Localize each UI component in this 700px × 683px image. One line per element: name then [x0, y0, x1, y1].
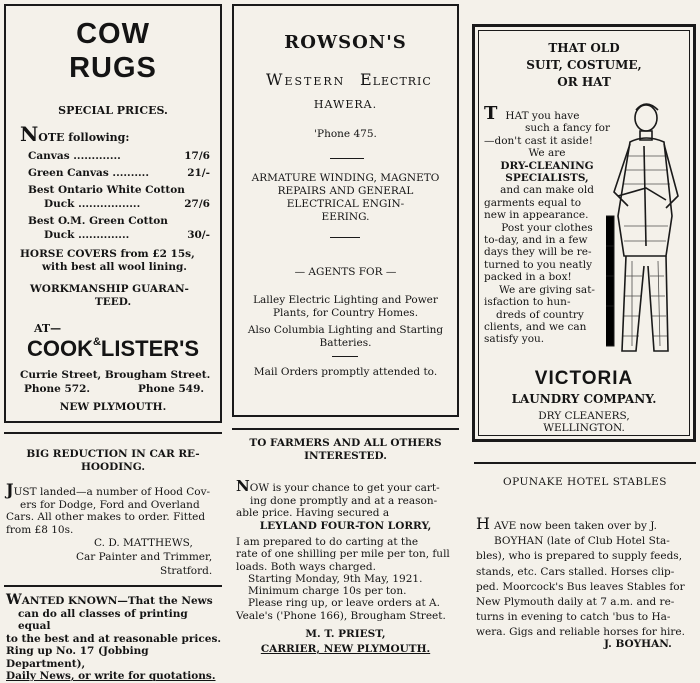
lalley-plants: Lalley Electric Lighting and Power Plants, for Country Homes. [253, 294, 438, 319]
rowsons-title: ROWSON'S [284, 32, 407, 53]
victoria-town: WELLINGTON. [543, 422, 625, 434]
car-hood-heading1: BIG REDUCTION IN CAR RE- [26, 448, 200, 460]
rowsons-phone: 'Phone 475. [314, 128, 377, 140]
ad-top-rule [4, 585, 222, 587]
horse-dropcap: H [20, 248, 30, 260]
western-electric: WESTERN [266, 70, 346, 89]
victoria-body: THAT you have such a fancy for —don't cast it aside! We are DRY-CLEANING SPECIALISTS, and can make old garments equal to new in appearance. Post your clothes to-day, and in a few days they will be re- turned to you neatly packed in a box! We are giving sat- isfaction to hun- dreds of country clients, and we can satisfy you. [484, 103, 610, 346]
opunake-dropcap: H [476, 514, 490, 533]
price-list [28, 150, 210, 246]
farmers-body: I am prepared to do carting at the rate of one shilling per mile per ton, full loads. Both ways charged. Starting Monday, 9th May, 1921. Minimum charge 10s per ton. Please ring up, or leave orders at A. Veale's ('Phone 166), Brougham Street. [236, 536, 450, 622]
street-address: Currie Street, Brougham Street. [20, 369, 211, 381]
cow-rugs-title-line1: COW [76, 18, 150, 50]
cook-lister-firm: COOK&LISTER'S [26, 336, 200, 361]
victoria-first-line: THAT you have [484, 103, 580, 124]
farmers-heading1: TO FARMERS AND ALL OTHERS [249, 437, 442, 449]
priest-name: M. T. PRIEST, [305, 628, 386, 640]
victoria-trade: DRY CLEANERS, [538, 410, 630, 422]
cow-rugs-subtitle: SPECIAL PRICES. [58, 104, 168, 117]
rowsons-services: ARMATURE WINDING, MAGNETO REPAIRS AND GENERAL ELECTRICAL ENGIN- EERING. [251, 172, 440, 223]
price-row: Canvas ............. 17/6 [28, 150, 210, 162]
ad-top-rule [4, 432, 222, 434]
boyhan-signature: J. BOYHAN. [604, 638, 672, 650]
columbia-batteries: Also Columbia Lighting and Starting Batteries. [247, 324, 444, 349]
price-row: Best O.M. Green Cotton [28, 215, 168, 227]
farmers-heading2: INTERESTED. [304, 450, 387, 462]
mail-orders: Mail Orders promptly attended to. [253, 366, 438, 378]
victoria-headline: THAT OLD SUIT, COSTUME, OR HAT [526, 41, 642, 89]
phone-b: Phone 549. [138, 383, 205, 395]
car-hood-heading2: HOODING. [80, 461, 146, 473]
phone-a: Phone 572. [24, 383, 91, 395]
at-label: AT— [34, 322, 62, 335]
farmers-intro: NOW is your chance to get your cart- ing done promptly and at a reason- able price. Having secured a [236, 477, 440, 519]
price-row: Best Ontario White Cotton [28, 184, 185, 196]
note-dropcap: N [20, 122, 39, 146]
agents-for: — AGENTS FOR — [294, 266, 397, 278]
wanted-dropcap: W [6, 592, 22, 608]
price-row: Duck ................. 27/6 [44, 198, 210, 210]
opunake-body: HAVE now been taken over by J. BOYHAN (late of Club Hotel Sta- bles), who is prepared to supply feeds, stands, etc. Cars stalled. Horses clip- ped. Moorcock's Bus leaves Stables for New Plymouth daily at 7 a.m. and re- turns in evening to catch 'bus to Ha- wera. Gigs and reliable horses for hire. [476, 514, 685, 639]
horse-covers-line1: HORSE COVERS from £2 15s, [20, 248, 195, 260]
divider [330, 237, 360, 238]
price-row: Green Canvas .......... 21/- [28, 167, 210, 179]
matthews-town: Stratford. [160, 565, 213, 577]
note-rest: OTE following: [38, 131, 130, 144]
note-heading [20, 122, 130, 146]
car-hood-dropcap: J [6, 480, 14, 499]
victoria-firm: VICTORIA [534, 368, 634, 389]
wanted-known-body: WANTED KNOWN—That the News can do all classes of printing equal to the best and at reasonable prices. Ring up No. 17 (Jobbing Department), Daily News, or write for quotations. [6, 592, 222, 682]
workmanship-line1: WORKMANSHIP GUARAN- [30, 283, 189, 295]
price-row: Duck .............. 30/- [44, 229, 210, 241]
opunake-heading: OPUNAKE HOTEL STABLES [503, 476, 667, 488]
divider [332, 356, 358, 357]
workmanship-line2: TEED. [94, 296, 132, 308]
tailor-illustration [606, 96, 686, 366]
priest-trade: CARRIER, NEW PLYMOUTH. [260, 643, 431, 655]
horse-covers-line2: with best all wool lining. [42, 261, 187, 273]
car-hood-body: JUST landed—a number of Hood Cov- ers for Dodge, Ford and Overland Cars. All other makes to order. Fitted from £8 10s. [6, 480, 211, 536]
ad-top-rule [474, 462, 696, 464]
western-electric-2: ELECTRIC [360, 70, 432, 89]
ad-top-rule [232, 428, 459, 430]
farmers-dropcap: N [236, 477, 250, 495]
victoria-firm-sub: LAUNDRY COMPANY. [511, 392, 657, 406]
divider [330, 158, 364, 159]
cow-rugs-title-line2: RUGS [69, 52, 157, 84]
town-new-plymouth: NEW PLYMOUTH. [59, 401, 167, 413]
rowsons-town: HAWERA. [313, 98, 378, 111]
matthews-trade: Car Painter and Trimmer, [76, 551, 213, 563]
victoria-dropcap: T [484, 103, 498, 124]
leyland-lorry: LEYLAND FOUR-TON LORRY, [259, 520, 432, 532]
matthews-name: C. D. MATTHEWS, [94, 537, 193, 549]
